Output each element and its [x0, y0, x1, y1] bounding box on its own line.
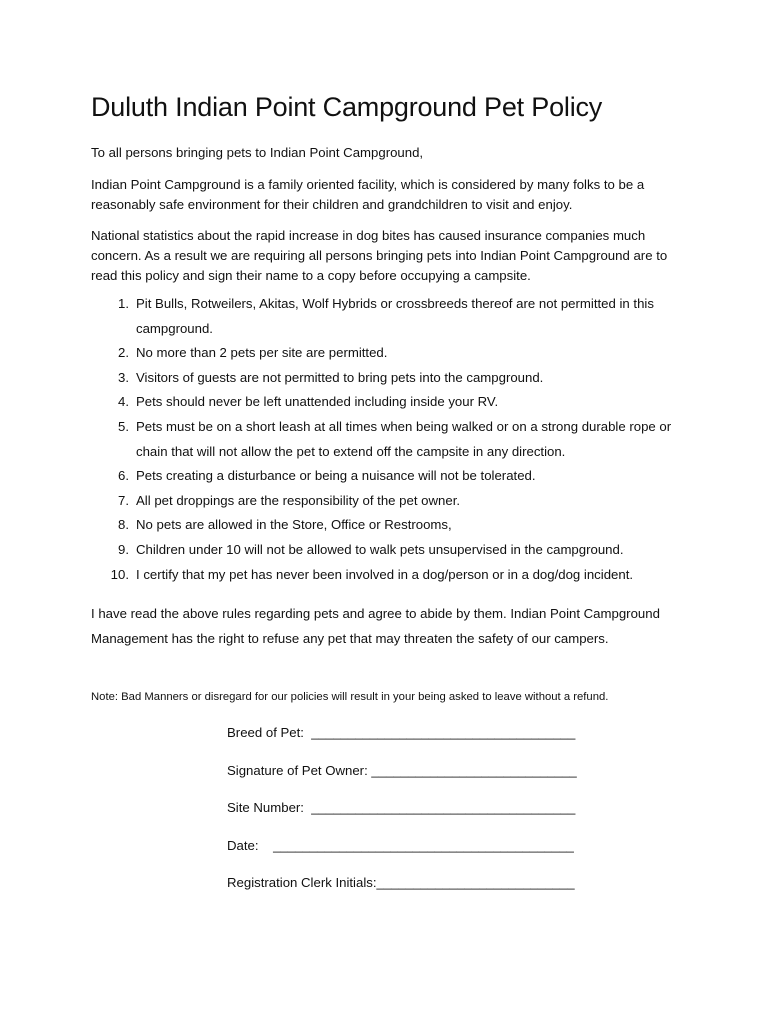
rule-text: Pets creating a disturbance or being a nuisance will not be tolerated. [136, 468, 536, 484]
rule-number: 3. [118, 369, 129, 385]
rule-item [91, 538, 691, 563]
rule-item [91, 513, 691, 538]
rules-list [91, 292, 691, 587]
rule-text: Pets should never be left unattended including inside your RV. [136, 394, 499, 410]
signature-field[interactable]: Signature of Pet Owner: ____________________________ [227, 763, 577, 778]
rule-text: No more than 2 pets per site are permitted. [136, 345, 388, 361]
rule-item [91, 563, 691, 588]
rule-number: 9. [118, 541, 129, 557]
rule-text: No pets are allowed in the Store, Office or Restrooms, [136, 517, 452, 533]
rule-text: I certify that my pet has never been involved in a dog/person or in a dog/dog incident. [136, 566, 634, 582]
rule-item [91, 366, 691, 391]
rule-item [91, 489, 691, 514]
rule-item [91, 415, 691, 464]
rule-text: Visitors of guests are not permitted to bring pets into the campground. [136, 369, 544, 385]
site-number-field[interactable]: Site Number: ____________________________________ [227, 800, 576, 815]
rule-number: 5. [118, 418, 129, 434]
page-title: Duluth Indian Point Campground Pet Policy [91, 92, 603, 122]
agreement-paragraph: I have read the above rules regarding pets and agree to abide by them. Indian Point Campground Management has the right to refuse any pet that may threaten the safety of our campers. [91, 606, 660, 646]
intro-paragraph: Indian Point Campground is a family oriented facility, which is considered by many folks to be a reasonably safe environment for their children and grandchildren to visit and enjoy. [91, 177, 645, 212]
greeting-text: To all persons bringing pets to Indian Point Campground, [91, 145, 424, 160]
rule-item [91, 292, 691, 341]
rule-item [91, 341, 691, 366]
rule-text: Pets must be on a short leash at all times when being walked or on a strong durable rope or chain that will not allow the pet to extend off the campsite in any direction. [136, 418, 672, 459]
rule-text: Pit Bulls, Rotweilers, Akitas, Wolf Hybrids or crossbreeds thereof are not permitted in this campground. [136, 296, 654, 336]
clerk-initials-field[interactable]: Registration Clerk Initials:___________________________ [227, 875, 575, 890]
rule-number: 2. [118, 345, 129, 361]
rule-number: 6. [118, 468, 129, 484]
refund-note: Note: Bad Manners or disregard for our policies will result in your being asked to leave without a refund. [91, 691, 609, 703]
statistics-paragraph: National statistics about the rapid increase in dog bites has caused insurance companies much concern. As a result we are requiring all persons bringing pets into Indian Point Campground are to read this policy and sign their name to a copy before occupying a campsite. [91, 228, 668, 283]
rule-item [91, 464, 691, 489]
rule-text: All pet droppings are the responsibility of the pet owner. [136, 492, 461, 508]
rule-number: 1. [118, 296, 129, 311]
rule-item [91, 390, 691, 415]
rule-text: Children under 10 will not be allowed to walk pets unsupervised in the campground. [136, 541, 624, 557]
rule-number: 4. [118, 394, 129, 410]
date-field[interactable]: Date: _________________________________________ [227, 838, 574, 853]
breed-field[interactable]: Breed of Pet: ____________________________________ [227, 725, 576, 740]
rule-number: 7. [118, 492, 129, 508]
rule-number: 8. [118, 517, 129, 533]
rule-number: 10. [110, 566, 129, 582]
